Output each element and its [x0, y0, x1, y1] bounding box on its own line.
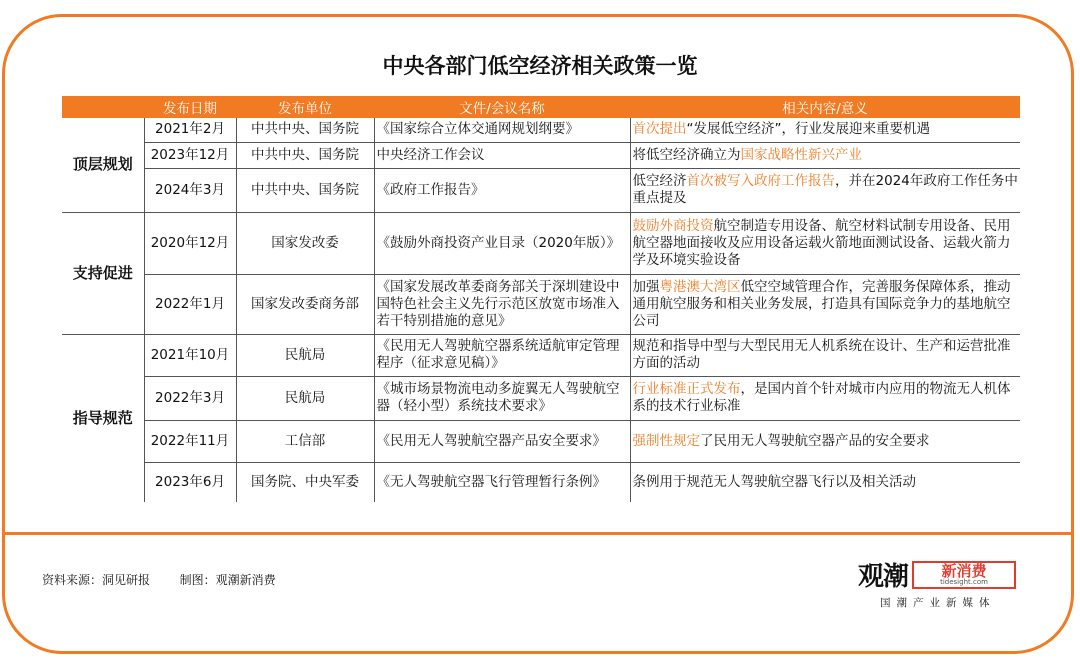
cell-date: 2022年3月	[144, 376, 236, 420]
cell-org: 工信部	[236, 420, 374, 462]
cell-date: 2022年1月	[144, 274, 236, 334]
content-highlight: 国家战略性新兴产业	[740, 146, 862, 163]
source-text: 资料来源：洞见研报	[42, 573, 151, 587]
table-row	[62, 118, 1020, 142]
header-content: 相关内容/意义	[630, 96, 1020, 118]
content-text: 规范和指导中型与大型民用无人机系统在设计、生产和运营批准方面的活动	[632, 338, 1011, 371]
cell-org: 国务院、中央军委	[236, 462, 374, 502]
cell-org: 中共中央、国务院	[236, 142, 374, 168]
cell-content	[630, 212, 1020, 274]
logo-main-text: 观潮	[858, 562, 909, 592]
logo-subtitle: 国潮产业新媒体	[880, 597, 996, 609]
content-highlight: 鼓励外商投资	[632, 217, 714, 234]
cell-doc: 《民用无人驾驶航空器产品安全要求》	[374, 420, 630, 462]
cell-org: 国家发改委	[236, 212, 374, 274]
content-text: “发展低空经济”，行业发展迎来重要机遇	[686, 121, 930, 138]
group-label-support: 支持促进	[62, 212, 144, 334]
cell-doc: 《国家发展改革委商务部关于深圳建设中国特色社会主义先行示范区放宽市场准入若干特别措施的意见》	[374, 274, 630, 334]
cell-doc: 《国家综合立体交通网规划纲要》	[374, 118, 630, 142]
cell-content	[630, 142, 1020, 168]
content-text: 了民用无人驾驶航空器产品的安全要求	[700, 432, 930, 449]
content-text: 条例用于规范无人驾驶航空器飞行以及相关活动	[632, 473, 916, 490]
table-row	[62, 142, 1020, 168]
content-text: ，是国内首个针对城市内应用的物流无人机体系的技术行业标准	[632, 381, 1011, 414]
table-header	[62, 96, 1020, 118]
page-title: 中央各部门低空经济相关政策一览	[382, 54, 698, 78]
header-doc: 文件/会议名称	[374, 96, 630, 118]
cell-doc: 中央经济工作会议	[374, 142, 630, 168]
cell-date: 2021年10月	[144, 334, 236, 376]
content-highlight: 首次提出	[632, 121, 687, 138]
cell-doc: 《无人驾驶航空器飞行管理暂行条例》	[374, 462, 630, 502]
content-text: ，并在2024年政府工作任务中重点提及	[632, 173, 1018, 206]
cell-org: 中共中央、国务院	[236, 168, 374, 212]
cell-doc: 《政府工作报告》	[374, 168, 630, 212]
brand-logo	[858, 556, 1022, 610]
content-text: 加强	[632, 278, 660, 295]
table-row	[62, 212, 1020, 274]
cell-date: 2020年12月	[144, 212, 236, 274]
content-highlight: 首次被写入政府工作报告	[686, 173, 835, 189]
cell-org: 民航局	[236, 334, 374, 376]
content-text: 航空制造专用设备、航空材料试制专用设备、民用航空器地面接收及应用设备运载火箭地面测试设备、运载火箭力学及环境实验设备	[632, 217, 1011, 268]
cell-org: 民航局	[236, 376, 374, 420]
group-label-guide: 指导规范	[72, 408, 133, 427]
header-category	[62, 96, 144, 118]
content-text: 将低空经济确立为	[632, 146, 741, 163]
cell-doc: 《民用无人驾驶航空器系统适航审定管理程序（征求意见稿）》	[374, 334, 630, 376]
cell-content	[630, 168, 1020, 212]
header-date: 发布日期	[144, 96, 236, 118]
cell-doc: 《城市场景物流电动多旋翼无人驾驶航空器（轻小型）系统技术要求》	[374, 376, 630, 420]
cell-doc: 《鼓励外商投资产业目录（2020年版）》	[374, 212, 630, 274]
content-highlight: 强制性规定	[632, 432, 700, 449]
content-text: 低空经济	[632, 173, 687, 189]
content-text: 低空空域管理合作，完善服务保障体系，推动通用航空服务和相关业务发展，打造具有国际竞争力的基地航空公司	[632, 278, 1011, 329]
table-row	[62, 376, 1020, 420]
table-row	[62, 420, 1020, 462]
footer-divider	[2, 532, 1074, 535]
cell-content	[630, 376, 1020, 420]
footer-credits	[42, 571, 276, 588]
maker-text: 制图：观潮新消费	[179, 573, 276, 587]
logo-box-text: 新消费	[941, 561, 987, 580]
table-row	[62, 334, 1020, 376]
content-highlight: 粤港澳大湾区	[659, 278, 741, 295]
cell-date: 2023年6月	[144, 462, 236, 502]
cell-org: 中共中央、国务院	[236, 118, 374, 142]
cell-content	[630, 334, 1020, 376]
logo-url: tidesight.com	[940, 577, 988, 586]
cell-content	[630, 462, 1020, 502]
cell-content	[630, 118, 1020, 142]
cell-date: 2022年11月	[144, 420, 236, 462]
cell-date: 2023年12月	[144, 142, 236, 168]
logo-box	[912, 561, 1016, 589]
cell-content	[630, 420, 1020, 462]
cell-date: 2024年3月	[144, 168, 236, 212]
cell-content	[630, 274, 1020, 334]
table-row	[62, 274, 1020, 334]
content-highlight: 行业标准正式发布	[632, 381, 741, 397]
cell-org: 国家发改委商务部	[236, 274, 374, 334]
header-org: 发布单位	[236, 96, 374, 118]
cell-date: 2021年2月	[144, 118, 236, 142]
policy-table	[62, 96, 1020, 502]
group-label-top: 顶层规划	[62, 118, 144, 212]
table-row	[62, 462, 1020, 502]
table-row	[62, 168, 1020, 212]
